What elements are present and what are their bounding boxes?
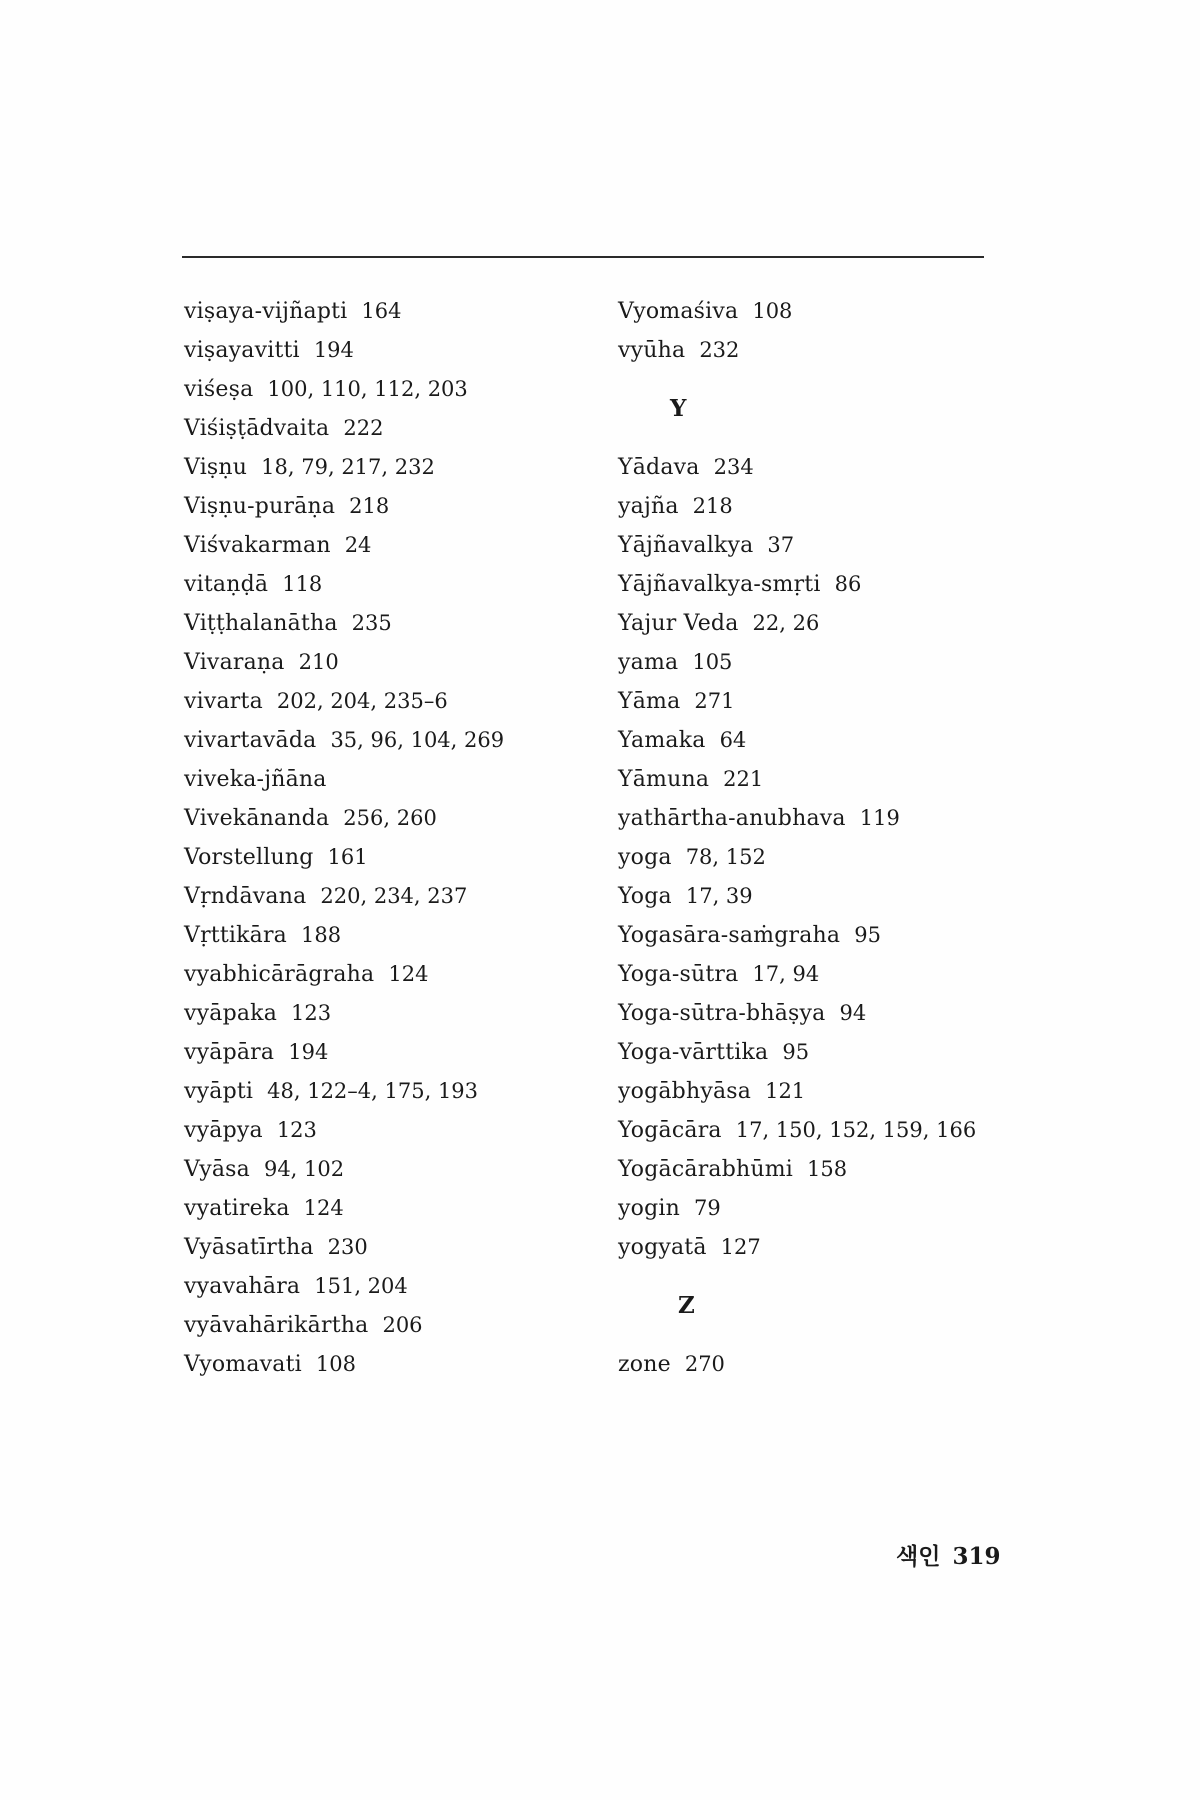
index-entry — [184, 487, 604, 526]
index-entry — [618, 1345, 1038, 1384]
index-term: Yoga-sūtra-bhāṣya — [618, 1001, 826, 1026]
index-pages: 232 — [699, 338, 740, 362]
index-pages: 79 — [693, 1196, 721, 1220]
index-entry — [184, 1072, 604, 1111]
index-entry — [184, 1267, 604, 1306]
index-entry — [184, 604, 604, 643]
index-entry — [184, 838, 604, 877]
index-term: viṣayavitti — [184, 338, 300, 363]
index-term: vyāvahārikārtha — [184, 1313, 369, 1338]
index-entry — [618, 955, 1038, 994]
index-pages: 118 — [282, 572, 323, 596]
index-term: yoga — [618, 845, 672, 870]
index-entry — [184, 1111, 604, 1150]
index-entry — [618, 526, 1038, 565]
index-term: Viṣṇu-purāṇa — [184, 494, 336, 519]
index-pages: 100, 110, 112, 203 — [267, 377, 468, 401]
index-entry — [184, 955, 604, 994]
index-term: Yogasāra-saṁgraha — [618, 923, 841, 948]
index-term: yajña — [618, 494, 679, 519]
section-letter-z: Z — [678, 1292, 695, 1319]
index-pages: 158 — [807, 1157, 848, 1181]
index-term: vyāpya — [184, 1118, 263, 1143]
index-term: zone — [618, 1352, 671, 1377]
index-entry — [618, 682, 1038, 721]
index-entry — [618, 721, 1038, 760]
index-term: Yajur Veda — [618, 611, 739, 636]
index-entry — [184, 526, 604, 565]
index-term: yogin — [618, 1196, 680, 1221]
index-entry — [184, 292, 604, 331]
index-entry — [184, 643, 604, 682]
index-pages: 35, 96, 104, 269 — [330, 728, 505, 752]
index-entry — [184, 760, 604, 799]
index-entry — [184, 565, 604, 604]
index-term: Vyomaśiva — [618, 299, 739, 324]
index-pages: 271 — [694, 689, 735, 713]
index-term: viṣaya-vijñapti — [184, 299, 348, 324]
index-pages: 95 — [782, 1040, 810, 1064]
index-entry — [184, 1189, 604, 1228]
section-letter-y: Y — [670, 395, 687, 422]
index-term: Vorstellung — [184, 845, 314, 870]
index-pages: 222 — [343, 416, 384, 440]
index-entry — [184, 994, 604, 1033]
index-pages: 24 — [344, 533, 372, 557]
index-pages: 194 — [313, 338, 354, 362]
index-term: Yājñavalkya — [618, 533, 754, 558]
index-term: Yoga — [618, 884, 672, 909]
index-term: Yājñavalkya-smṛti — [618, 572, 821, 597]
index-pages: 221 — [723, 767, 764, 791]
index-pages: 64 — [719, 728, 747, 752]
index-term: Vyomavati — [184, 1352, 302, 1377]
index-term: vyāpaka — [184, 1001, 278, 1026]
index-pages: 121 — [765, 1079, 806, 1103]
index-term: Yāmuna — [618, 767, 710, 792]
index-term: Vyāsa — [184, 1157, 250, 1182]
index-term: Vyāsatīrtha — [184, 1235, 314, 1260]
index-entry — [184, 721, 604, 760]
index-term: Yamaka — [618, 728, 706, 753]
index-entry — [618, 760, 1038, 799]
index-entry — [618, 799, 1038, 838]
index-entry — [618, 877, 1038, 916]
index-term: Vṛndāvana — [184, 884, 307, 909]
index-term: vyāpti — [184, 1079, 254, 1104]
index-pages: 86 — [834, 572, 862, 596]
index-term: vivartavāda — [184, 728, 317, 753]
index-pages: 119 — [859, 806, 900, 830]
index-entry — [618, 331, 1038, 370]
index-pages: 235 — [351, 611, 392, 635]
index-pages: 151, 204 — [314, 1274, 408, 1298]
index-term: Yoga-sūtra — [618, 962, 739, 987]
index-pages: 220, 234, 237 — [320, 884, 468, 908]
index-term: yama — [618, 650, 679, 675]
index-pages: 210 — [298, 650, 339, 674]
index-term: Viśiṣṭādvaita — [184, 416, 330, 441]
index-pages: 94, 102 — [263, 1157, 345, 1181]
index-entry — [184, 448, 604, 487]
footer-label: 색인 — [896, 1543, 941, 1570]
index-entry — [618, 838, 1038, 877]
index-term: vivarta — [184, 689, 263, 714]
index-pages: 18, 79, 217, 232 — [261, 455, 435, 479]
index-term: Yoga-vārttika — [618, 1040, 769, 1065]
index-entry — [618, 487, 1038, 526]
index-term: yogyatā — [618, 1235, 707, 1260]
index-entry — [184, 877, 604, 916]
index-term: vyavahāra — [184, 1274, 301, 1299]
index-pages: 234 — [713, 455, 754, 479]
index-term: Yādava — [618, 455, 700, 480]
index-term: yathārtha-anubhava — [618, 806, 846, 831]
index-pages: 48, 122–4, 175, 193 — [267, 1079, 479, 1103]
index-entry — [184, 1306, 604, 1345]
index-term: Yogācārabhūmi — [618, 1157, 794, 1182]
index-pages: 22, 26 — [752, 611, 820, 635]
index-term: Viṭṭhalanātha — [184, 611, 338, 636]
index-entry — [184, 682, 604, 721]
index-pages: 17, 150, 152, 159, 166 — [735, 1118, 977, 1142]
page-number: 319 — [952, 1543, 1001, 1570]
index-entry — [184, 1150, 604, 1189]
index-pages: 124 — [388, 962, 429, 986]
index-pages: 123 — [276, 1118, 317, 1142]
top-rule — [182, 256, 984, 258]
index-term: vyatireka — [184, 1196, 290, 1221]
index-pages: 123 — [291, 1001, 332, 1025]
index-entry — [618, 1072, 1038, 1111]
index-term: vyūha — [618, 338, 686, 363]
index-entry — [618, 604, 1038, 643]
index-column-left — [184, 292, 604, 1384]
index-entry — [184, 916, 604, 955]
index-pages: 161 — [327, 845, 368, 869]
index-pages: 108 — [752, 299, 793, 323]
index-pages: 105 — [692, 650, 733, 674]
index-term: Vivekānanda — [184, 806, 330, 831]
index-term: Yāma — [618, 689, 681, 714]
index-term: Viṣṇu — [184, 455, 248, 480]
index-term: viveka-jñāna — [184, 767, 327, 792]
index-pages: 164 — [361, 299, 402, 323]
index-pages: 206 — [382, 1313, 423, 1337]
index-pages: 230 — [327, 1235, 368, 1259]
index-pages: 270 — [684, 1352, 725, 1376]
index-entry — [184, 370, 604, 409]
index-pages: 218 — [692, 494, 733, 518]
index-entry — [184, 409, 604, 448]
index-entry — [618, 1189, 1038, 1228]
index-pages: 78, 152 — [685, 845, 766, 869]
index-entry — [618, 1228, 1038, 1267]
index-term: vyāpāra — [184, 1040, 275, 1065]
index-column-right — [618, 292, 1038, 1384]
index-term: vitaṇḍā — [184, 572, 269, 597]
index-entry — [618, 994, 1038, 1033]
index-term: yogābhyāsa — [618, 1079, 752, 1104]
index-pages: 94 — [839, 1001, 867, 1025]
index-entry — [618, 1150, 1038, 1189]
index-pages: 202, 204, 235–6 — [276, 689, 448, 713]
index-pages: 194 — [288, 1040, 329, 1064]
index-entry — [618, 643, 1038, 682]
index-entry — [618, 292, 1038, 331]
index-pages: 17, 39 — [685, 884, 753, 908]
index-term: vyabhicārāgraha — [184, 962, 375, 987]
index-entry — [184, 1033, 604, 1072]
index-pages: 218 — [349, 494, 390, 518]
index-entry — [618, 1033, 1038, 1072]
index-term: viśeṣa — [184, 377, 254, 402]
index-pages: 108 — [315, 1352, 356, 1376]
index-entry — [184, 331, 604, 370]
index-pages: 124 — [303, 1196, 344, 1220]
index-pages: 37 — [767, 533, 795, 557]
index-pages: 188 — [301, 923, 342, 947]
index-term: Vivaraṇa — [184, 650, 285, 675]
index-pages: 17, 94 — [752, 962, 820, 986]
index-entry — [618, 448, 1038, 487]
index-term: Yogācāra — [618, 1118, 722, 1143]
index-pages: 127 — [720, 1235, 761, 1259]
index-pages: 256, 260 — [343, 806, 437, 830]
index-entry — [184, 1228, 604, 1267]
index-entry — [618, 1111, 1038, 1150]
index-term: Viśvakarman — [184, 533, 331, 558]
index-entry — [618, 565, 1038, 604]
page-footer — [896, 1538, 1000, 1571]
index-entry — [184, 799, 604, 838]
index-entry — [618, 916, 1038, 955]
index-term: Vṛttikāra — [184, 923, 288, 948]
index-entry — [184, 1345, 604, 1384]
index-pages: 95 — [854, 923, 881, 947]
